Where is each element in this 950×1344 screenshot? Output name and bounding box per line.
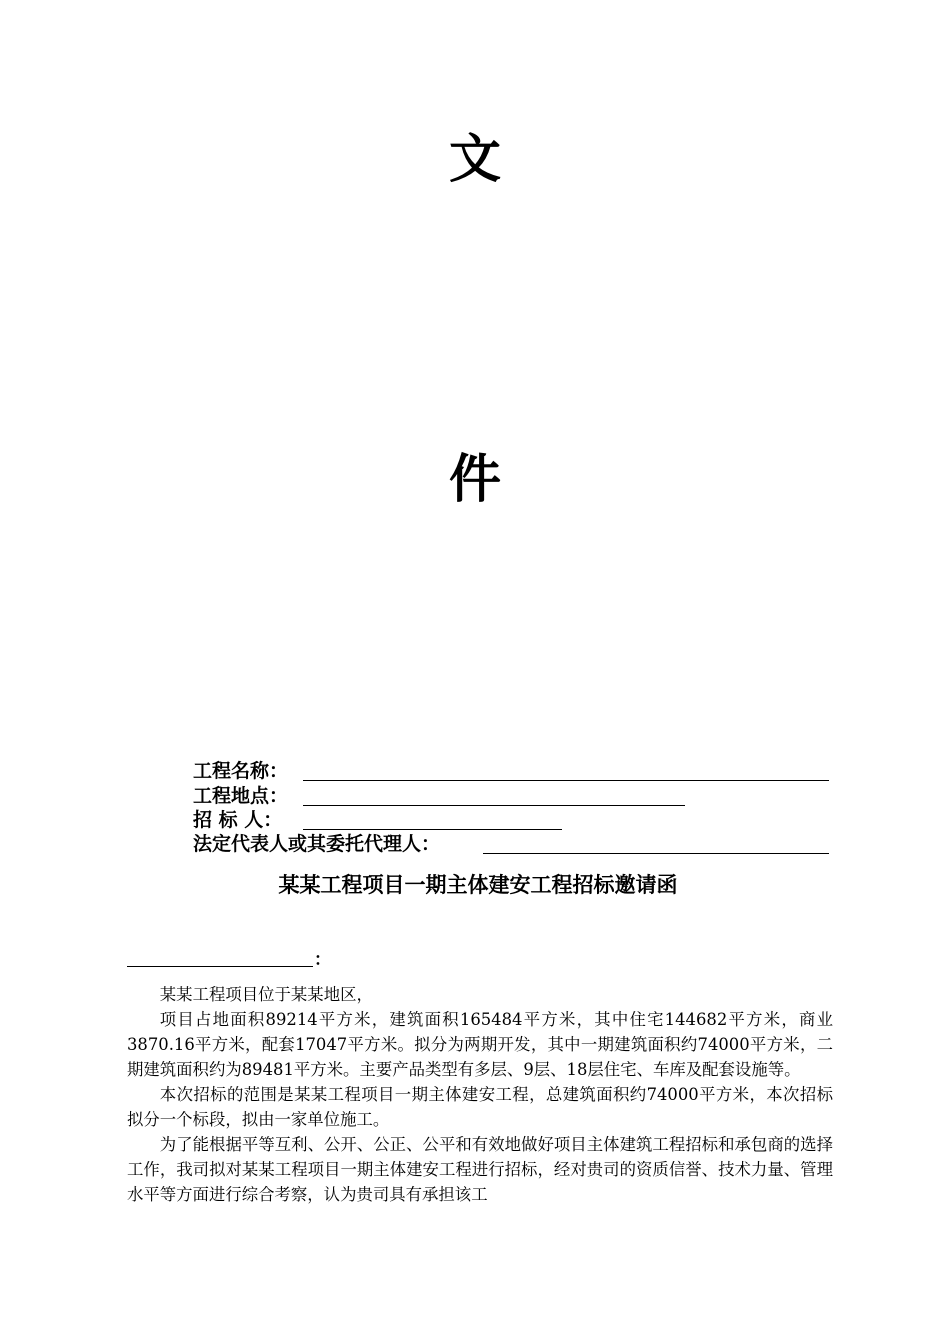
cover-title-char-wen: 文 bbox=[448, 130, 501, 190]
paragraph-location: 某某工程项目位于某某地区， bbox=[159, 985, 373, 1004]
cover-title-char-jian: 件 bbox=[448, 450, 501, 510]
addressee-colon: ： bbox=[314, 950, 331, 970]
letter-body bbox=[127, 982, 833, 1207]
project-site-label: 工程地点： bbox=[193, 785, 289, 807]
project-name-blank bbox=[303, 780, 829, 781]
legal-rep-label: 法定代表人或其委托代理人： bbox=[193, 833, 441, 855]
project-site-blank bbox=[303, 805, 685, 806]
paragraph-area: 项目占地面积89214平方米，建筑面积165484平方米，其中住宅144682平方米，商业3870.16平方米，配套17047平方米。拟分为两期开发，其中一期建筑面积约74000平方米，二期建筑面积约为89481平方米。主要产品类型有多层、9层、18层住宅、车库及配套设施等。 bbox=[127, 1010, 833, 1079]
tenderer-label: 招 标 人： bbox=[193, 809, 283, 831]
letter-title: 某某工程项目一期主体建安工程招标邀请函 bbox=[278, 873, 678, 897]
paragraph-invitation: 为了能根据平等互利、公开、公正、公平和有效地做好项目主体建筑工程招标和承包商的选择工作，我司拟对某某工程项目一期主体建安工程进行招标，经对贵司的资质信誉、技术力量、管理水平等方面进行综合考察，认为贵司具有承担该工 bbox=[127, 1135, 833, 1204]
legal-rep-blank bbox=[483, 853, 829, 854]
tenderer-blank bbox=[303, 829, 562, 830]
project-name-label: 工程名称： bbox=[193, 760, 289, 782]
addressee-blank bbox=[127, 966, 313, 967]
paragraph-scope: 本次招标的范围是某某工程项目一期主体建安工程，总建筑面积约74000平方米，本次招标拟分一个标段，拟由一家单位施工。 bbox=[127, 1085, 833, 1129]
